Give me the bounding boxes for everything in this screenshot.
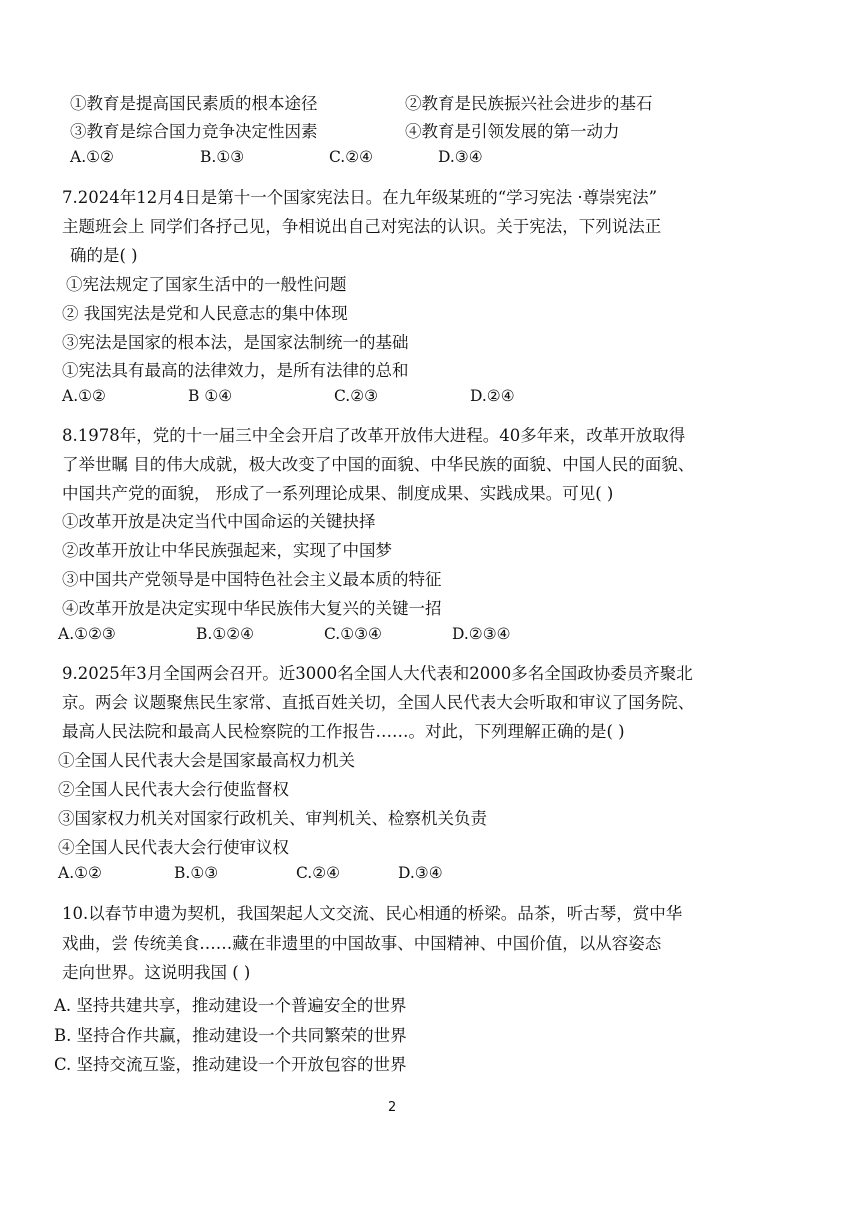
q7-item-4: ①宪法具有最高的法律效力，是所有法律的总和 <box>62 361 409 380</box>
q7-item-2: ② 我国宪法是党和人民意志的集中体现 <box>62 304 348 323</box>
q9-item-4: ④全国人民代表大会行使审议权 <box>58 838 289 857</box>
q9-option-a: A.①② <box>58 864 102 882</box>
q8-item-1: ①改革开放是决定当代中国命运的关键抉择 <box>62 512 376 531</box>
q9-option-b: B.①③ <box>174 864 219 882</box>
q10-stem-line-3: 走向世界。这说明我国 ( ) <box>62 963 251 982</box>
q9-stem-line-2: 京。两会 议题聚焦民生家常、直抵百姓关切，全国人民代表大会听取和审议了国务院、 <box>62 693 695 712</box>
q9-option-d: D.③④ <box>398 864 443 882</box>
q8-item-4: ④改革开放是决定实现中华民族伟大复兴的关键一招 <box>62 599 442 618</box>
q7-stem-line-3: 确的是( ) <box>70 246 138 265</box>
q8-option-d: D.②③④ <box>452 625 511 643</box>
q8-option-b: B.①②④ <box>196 625 255 643</box>
q7-item-3: ③宪法是国家的根本法，是国家法制统一的基础 <box>62 333 409 352</box>
q7-stem-line-2: 主题班会上 同学们各抒己见，争相说出自己对宪法的认识。关于宪法，下列说法正 <box>62 217 662 236</box>
q6-item-1: ①教育是提高国民素质的根本途径 <box>70 94 318 113</box>
q6-option-a: A.①② <box>70 148 114 166</box>
q7-option-c: C.②③ <box>334 387 379 405</box>
q8-stem-line-3: 中国共产党的面貌， 形成了一系列理论成果、制度成果、实践成果。可见( ) <box>62 484 614 503</box>
q9-item-2: ②全国人民代表大会行使监督权 <box>58 780 289 799</box>
q8-option-a: A.①②③ <box>58 625 116 643</box>
q7-item-1: ①宪法规定了国家生活中的一般性问题 <box>66 275 347 294</box>
q7-option-a: A.①② <box>62 387 106 405</box>
q9-option-c: C.②④ <box>296 864 341 882</box>
q6-item-2: ②教育是民族振兴社会进步的基石 <box>405 94 653 113</box>
q10-choice-b: B. 坚持合作共赢，推动建设一个共同繁荣的世界 <box>54 1026 407 1045</box>
q8-stem-line-2: 了举世瞩 目的伟大成就，极大改变了中国的面貌、中华民族的面貌、中国人民的面貌、 <box>62 455 695 474</box>
q6-item-3: ③教育是综合国力竞争决定性因素 <box>70 122 318 141</box>
q6-option-b: B.①③ <box>200 148 245 166</box>
q10-stem-line-2: 戏曲，尝 传统美食……藏在非遗里的中国故事、中国精神、中国价值，以从容姿态 <box>62 934 662 953</box>
page-number: 2 <box>388 1100 397 1115</box>
q6-item-4: ④教育是引领发展的第一动力 <box>405 122 620 141</box>
q9-item-3: ③国家权力机关对国家行政机关、审判机关、检察机关负责 <box>58 809 487 828</box>
q6-option-d: D.③④ <box>438 148 483 166</box>
q7-stem-line-1: 7.2024年12月4日是第十一个国家宪法日。在九年级某班的“学习宪法 ·尊崇宪法” <box>62 188 658 207</box>
q7-option-b: B ①④ <box>188 387 233 405</box>
q7-option-d: D.②④ <box>470 387 515 405</box>
q8-stem-line-1: 8.1978年，党的十一届三中全会开启了改革开放伟大进程。40多年来，改革开放取得 <box>62 426 686 445</box>
q8-item-2: ②改革开放让中华民族强起来，实现了中国梦 <box>62 541 392 560</box>
q10-stem-line-1: 10.以春节申遗为契机，我国架起人文交流、民心相通的桥梁。品茶，听古琴，赏中华 <box>62 904 683 923</box>
q8-option-c: C.①③④ <box>324 625 382 643</box>
q8-item-3: ③中国共产党领导是中国特色社会主义最本质的特征 <box>62 570 442 589</box>
q9-stem-line-3: 最高人民法院和最高人民检察院的工作报告……。对此，下列理解正确的是( ) <box>62 722 625 741</box>
q9-stem-line-1: 9.2025年3月全国两会召开。近3000名全国人大代表和2000多名全国政协委员齐聚北 <box>62 664 693 683</box>
q6-option-c: C.②④ <box>329 148 374 166</box>
q9-item-1: ①全国人民代表大会是国家最高权力机关 <box>58 751 355 770</box>
q10-choice-c: C. 坚持交流互鉴，推动建设一个开放包容的世界 <box>54 1055 407 1074</box>
q10-choice-a: A. 坚持共建共享，推动建设一个普遍安全的世界 <box>54 996 407 1015</box>
